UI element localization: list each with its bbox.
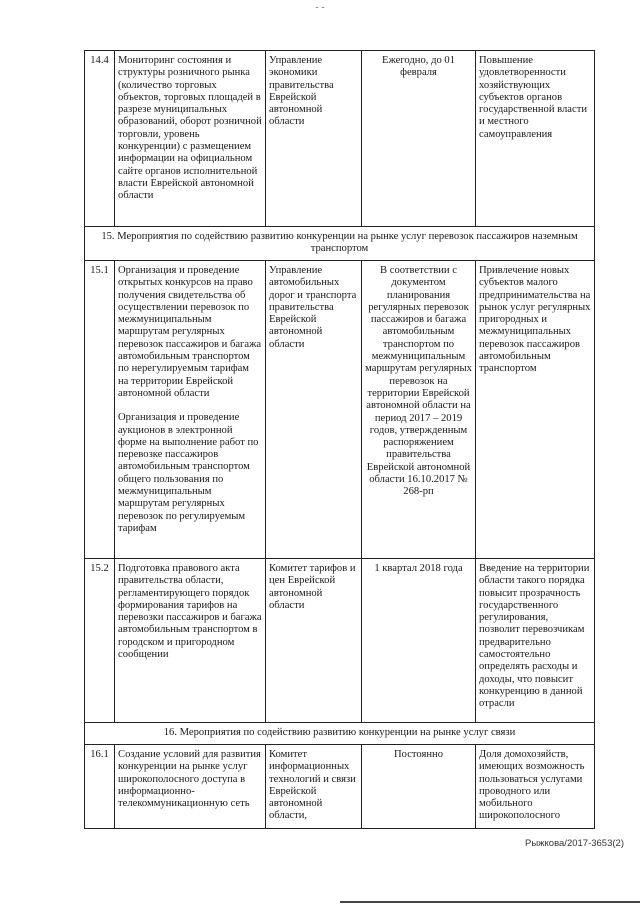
row-number: 15.2 bbox=[85, 559, 115, 723]
measure-text bbox=[115, 51, 266, 227]
measure-text bbox=[115, 745, 266, 829]
measure-paragraph: Мониторинг состояния и структуры розничного рынка (количество торговых объектов, торговых площадей в разрезе муниципальных образований, оборот розничной торговли, уровень конкуренции) с размещением информации на официальном сайте органов исполнительной власти Еврейской автономной области bbox=[118, 55, 262, 202]
row-number: 14.4 bbox=[85, 51, 115, 227]
executor-cell: Управление автомобильных дорог и транспорта правительства Еврейской автономной области bbox=[266, 261, 362, 559]
section-row bbox=[85, 723, 595, 745]
result-cell: Повышение удовлетворенности хозяйствующих субъектов органов государственной власти и местного самоуправления bbox=[476, 51, 595, 227]
measure-paragraph: Создание условий для развития конкуренции на рынке услуг широкополосного доступа в информационно-телекоммуникационную сеть bbox=[118, 749, 261, 810]
executor-cell: Управление экономики правительства Еврейской автономной области bbox=[266, 51, 362, 227]
executor-cell: Комитет тарифов и цен Еврейской автономной области bbox=[266, 559, 362, 723]
term-cell: В соответствии с документом планирования регулярных перевозок пассажиров и багажа автомобильным транспортом по межмуниципальным маршрутам регулярных перевозок на территории Еврейской автономной области на период 2017 – 2019 годов, утвержденным распоряжением правительства Еврейской автономной области 16.10.2017 № 268-рп bbox=[362, 261, 476, 559]
row-number: 16.1 bbox=[85, 745, 115, 829]
measures-table bbox=[84, 50, 595, 829]
section-heading: 15. Мероприятия по содействию развитию конкуренции на рынке услуг перевозок пассажиров наземным транспортом bbox=[85, 227, 595, 261]
measure-text bbox=[115, 559, 266, 723]
term-cell: 1 квартал 2018 года bbox=[362, 559, 476, 723]
term-cell: Ежегодно, до 01 февраля bbox=[362, 51, 476, 227]
result-cell: Доля домохозяйств, имеющих возможность пользоваться услугами проводного или мобильного широкополосного bbox=[476, 745, 595, 829]
document-reference: Рыжкова/2017-3653(2) bbox=[525, 838, 624, 849]
section-row bbox=[85, 227, 595, 261]
table-row bbox=[85, 559, 595, 723]
table-row bbox=[85, 51, 595, 227]
measure-paragraph: Организация и проведение открытых конкурсов на право получения свидетельства об осуществлении перевозок по межмуниципальным маршрутам регулярных перевозок пассажиров и багажа автомобильным транспортом по нерегулируемым тарифам на территории Еврейской автономной области bbox=[118, 265, 262, 399]
scan-edge-line bbox=[340, 901, 640, 903]
measure-paragraph: Организация и проведение аукционов в электронной форме на выполнение работ по перевозке пассажиров автомобильным транспортом общего пользования по межмуниципальным маршрутам регулярных перевозок по регулируемым тарифам bbox=[118, 412, 259, 534]
measure-text bbox=[115, 261, 266, 559]
result-cell: Введение на территории области такого порядка повысит прозрачность государственного регулирования, позволит перевозчикам предварительно самостоятельно определять расходы и доходы, что повысит конкуренцию в данной отрасли bbox=[476, 559, 595, 723]
row-number: 15.1 bbox=[85, 261, 115, 559]
result-cell: Привлечение новых субъектов малого предпринимательства на рынок услуг регулярных пригородных и межмуниципальных перевозок пассажиров автомобильным транспортом bbox=[476, 261, 595, 559]
table-row bbox=[85, 261, 595, 559]
term-cell: Постоянно bbox=[362, 745, 476, 829]
measure-paragraph: Подготовка правового акта правительства области, регламентирующего порядок формирования тарифов на перевозки пассажиров и багажа автомобильным транспортом в городском и пригородном сообщении bbox=[118, 563, 262, 661]
table-row bbox=[85, 745, 595, 829]
executor-cell: Комитет информационных технологий и связи Еврейской автономной области, bbox=[266, 745, 362, 829]
section-heading: 16. Мероприятия по содействию развитию конкуренции на рынке услуг связи bbox=[85, 723, 595, 745]
page-number: - - bbox=[315, 2, 325, 13]
